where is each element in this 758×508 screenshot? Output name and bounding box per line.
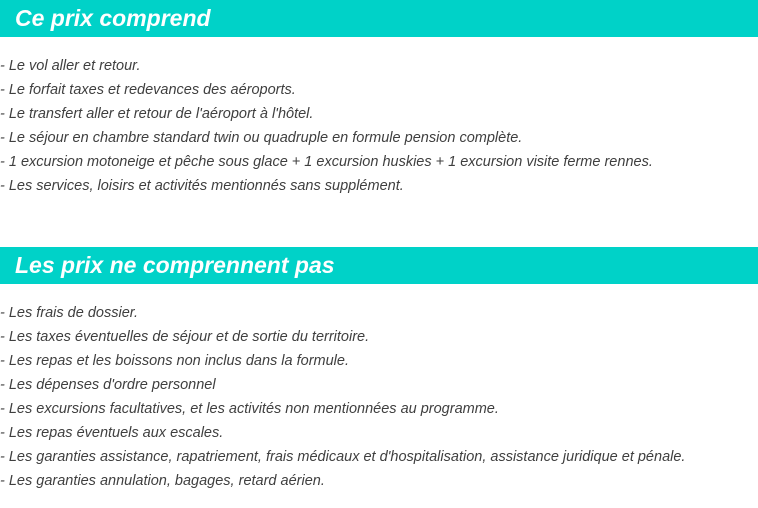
excluded-item: - Les taxes éventuelles de séjour et de sortie du territoire. (0, 329, 370, 345)
excluded-item: - Les garanties assistance, rapatriement, frais médicaux et d'hospitalisation, assistance juridique et pénale. (0, 449, 686, 465)
included-item: - Le forfait taxes et redevances des aéroports. (0, 82, 296, 98)
included-section-title: Ce prix comprend (0, 0, 758, 37)
excluded-item: - Les dépenses d'ordre personnel (0, 377, 216, 393)
excluded-item: - Les repas éventuels aux escales. (0, 425, 224, 441)
excluded-item: - Les garanties annulation, bagages, retard aérien. (0, 473, 325, 489)
included-item: - Les services, loisirs et activités mentionnés sans supplément. (0, 178, 404, 194)
included-item: - Le séjour en chambre standard twin ou quadruple en formule pension complète. (0, 130, 523, 146)
included-item: - Le vol aller et retour. (0, 58, 141, 74)
included-item: - 1 excursion motoneige et pêche sous glace + 1 excursion huskies + 1 excursion visite ferme rennes. (0, 154, 653, 170)
excluded-section-title: Les prix ne comprennent pas (0, 247, 758, 284)
excluded-item: - Les repas et les boissons non inclus dans la formule. (0, 353, 349, 369)
excluded-item: - Les frais de dossier. (0, 305, 139, 321)
excluded-items-list (0, 301, 758, 493)
included-items-list (0, 54, 758, 198)
excluded-item: - Les excursions facultatives, et les activités non mentionnées au programme. (0, 401, 499, 417)
included-item: - Le transfert aller et retour de l'aéroport à l'hôtel. (0, 106, 314, 122)
